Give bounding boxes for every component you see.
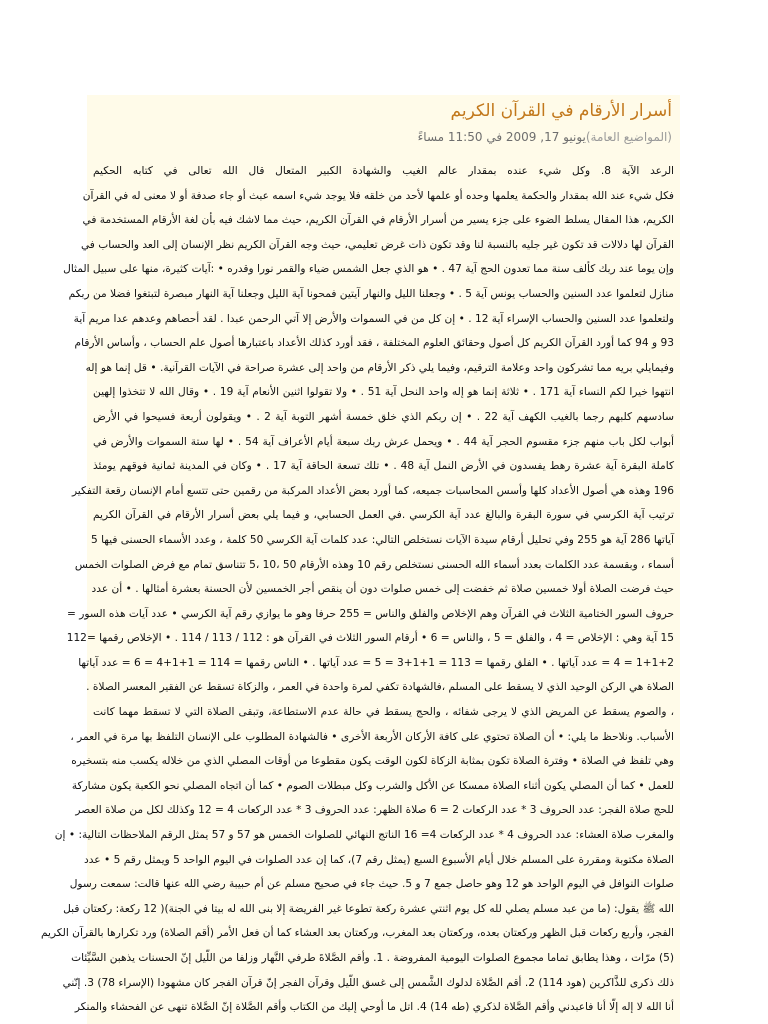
body-line: القرآن لها دلالات قد تكون غير جليه بالنسبة لنا وقد تكون ذات غرض تعليمي، حيث وجه القرآن الكريم نظر الإنسان إلى العد والحساب في	[80, 238, 674, 251]
body-line: ، والصوم يسقط عن المريض الذي لا يرجى شفائه ، والحج يسقط في حالة عدم الاستطاعة، وتبقى الصلاة التي لا تسقط مهما كانت	[93, 706, 674, 719]
article-meta	[95, 129, 672, 145]
body-line: الفجر، وأربع ركعات قبل الظهر وركعتان بعده، وركعتان بعد المغرب، وركعتان بعد العشاء كما أن فعل الأمر (أقم الصلاة) ورد تكرارها بالقرآن الكريم	[40, 927, 674, 940]
body-line: 1+1+2 = 4 = عدد آياتها . • الفلق رقمها = 113 = 1+1+3 = 5 = عدد آياتها . • الناس رقمها = 114 = 1+1+4 = 6 = عدد آياتها	[78, 656, 674, 669]
body-line: ذلك ذكرى للذَّاكرين (هود 114) 2. أقم الصَّلاة لدلوك الشَّمس إلى غسق اللّيل وقرآن الفجر إنّ قرآن الفجر كان مشهودا (الإسراء 78) 3. إنّني	[62, 976, 674, 989]
body-line: الله ﷺ يقول: (ما من عبد مسلم يصلي لله كل يوم اثنتي عشرة ركعة تطوعا غير الفريضة إلا بنى الله له بيتا في الجنة)( 12 ركعة: ركعتان قبل	[63, 902, 674, 915]
body-line: الرعد الآية 8. وكل شيء عنده بمقدار عالم الغيب والشهادة الكبير المتعال قال الله تعالى في كتابه الحكيم	[93, 165, 674, 177]
body-line: ولتعلموا عدد السنين والحساب الإسراء آية 12 . • إن كل من في السموات والأرض إلا آتي الرحمن عبدا . لقد أحصاهم وعدهم عدا مريم آية	[73, 312, 674, 325]
body-line: وإن يوما عند ربك كألف سنة مما تعدون الحج آية 47 . • هو الذي جعل الشمس ضياء والقمر نورا وقدره • :آيات كثيرة، منها على سبيل المثال	[63, 263, 674, 276]
body-line: أبواب لكل باب منهم جزء مقسوم الحجر آية 44 . • ويحمل عرش ربك سبعة أيام الأعراف آية 54 . • لها ستة السموات والأرض في	[93, 435, 674, 448]
body-line: ترتيب آية الكرسي في سورة البقرة والبالغ عدد آية الكرسي .في العمل الحسابي، و فيما يلي بعض أسرار الأرقام في القرآن الكريم	[93, 509, 674, 522]
body-line: انتهوا خيرا لكم النساء آية 171 . • ثلاثة إنما هو إله واحد النحل آية 51 . • ولا تقولوا اثنين الأنعام آية 19 . • وقال الله لا تتخذوا إلهين	[93, 386, 674, 399]
body-line: الصلاة مكتوبة ومقررة على المسلم خلال أيام الأسبوع السبع (يمثل رقم 7)، كما إن عدد الصلوات في اليوم الواحد 5 ويمثل رقم 5 • عدد	[84, 853, 674, 866]
body-line: (5) مرّات ، وهذا يطابق تماما مجموع الصلوات اليومية المفروضة . 1. وأقم الصَّلاةَ طرفي النَّهار وزلفا من اللّيل إنّ الحسنات يذهبن السَّيِّئات	[71, 952, 674, 964]
body-line: 15 آية وهي : الإخلاص = 4 ، والفلق = 5 ، والناس = 6 • أرقام السور الثلاث في القرآن هو : 112 / 113 / 114 . • الإخلاص رقمها =112	[66, 632, 674, 645]
body-line: حيث فرضت الصلاة أولا خمسين صلاة ثم خفضت إلى خمس صلوات دون أن ينقص أجر الخمسين لأن الحسنة بعشرة أمثالها . • أن عدد	[91, 583, 674, 596]
body-line: وهي تلفظ في الصلاة • وفترة الصلاة تكون بمثابة الزكاة لكون الوقت يكون مقطوعا من أوقات المصلي الذي من خلاله يكسب منه بتسخيره	[71, 755, 674, 768]
body-line: الأسباب. ونلاحظ ما يلي: • أن الصلاة تحتوي على كافة الأركان الأربعة الأخرى • فالشهادة المطلوب على الإنسان التلفظ بها مرة في العمر ،	[70, 730, 674, 743]
body-line: آياتها 286 آية هو 255 وفي تحليل أرقام سيدة الآيات نستخلص التالي: عدد كلمات آية الكرسي 50 كلمة ، وعدد الأسماء الحسنى فيها 5	[90, 533, 674, 546]
article-body	[40, 159, 680, 1020]
article-title: أسرار الأرقام في القرآن الكريم	[450, 101, 672, 121]
article-category[interactable]: (المواضيع العامة)	[585, 130, 672, 144]
body-line: كاملة البقرة آية عشرة رهط يفسدون في الأرض النمل آية 48 . • تلك تسعة الحاقة آية 17 . • وكان في المدينة ثمانية فوقهم يومئذ	[93, 460, 674, 473]
article-date: يونيو 17, 2009 في 11:50 مساءً	[417, 130, 586, 144]
body-line: وفيمايلي بريه مما تشركون واحد وعلامة الترقيم، وفيما يلي ذكر الأرقام من واحد إلى عشرة صراحة في الآيات القرآنية. • قل إنما هو إله	[85, 361, 674, 374]
body-line: 93 و 94 كما أورد القرآن الكريم كل أصول وحقائق العلوم المختلفة ، فقد أورد كذلك الأعداد باعتبارها أصول علم الحساب ، وأساس الأرقام	[74, 337, 674, 350]
body-line: والمغرب صلاة العشاء: عدد الحروف 4 * عدد الركعات 4= 16 الناتج النهائي للصلوات الخمس هو 57 و 57 يمثل الرقم الملاحظات التالية: • إن	[54, 829, 674, 842]
body-line: صلوات النوافل في اليوم الواحد هو 12 وهو حاصل جمع 7 و 5. حيث جاء في صحيح مسلم عن أم حبيبة رضي الله عنها قالت: سمعت رسول	[69, 878, 674, 891]
article-header	[87, 95, 680, 145]
body-line: منازل لتعلموا عدد السنين والحساب يونس آية 5 . • وجعلنا الليل والنهار آيتين فمحونا آية الليل وجعلنا آية النهار مبصرة لتبتغوا فضلا من ربكم	[68, 287, 674, 300]
body-line: 196 وهذه هي أصول الأعداد كلها وأسس المحاسبات جميعه، كما أورد بعض الأعداد المركبة من رقمين حتى تتسع أمام الإنسان رقعة التفكير	[71, 484, 674, 497]
body-line: أنا الله لا إله إلّا أنا فاعبدني وأقم الصَّلاة لذكري (طه 14) 4. اتل ما أوحي إليك من الكتاب وأقم الصَّلاة إنّ الصَّلاة تنهى عن الفحشاء والمنكر	[74, 1001, 674, 1014]
body-line: الكريم، هذا المقال يسلط الضوء على جزء يسير من أسرار الأرقام في القرآن الكريم، حيث مما لاشك فيه بأن لغة الأرقام المستخدمة في	[82, 214, 674, 227]
article-page	[40, 95, 680, 1024]
body-line: فكل شيء عند الله بمقدار والحكمة يعلمها وحده أو علمها لأحد من خلقه فلا يوجد شيء اسمه عبث أو جاء صدفة أو لا معنى له في القرآن	[82, 189, 674, 202]
body-line: أسماء ، وبقسمة عدد الكلمات بعدد أسماء الله الحسنى نستخلص رقم 10 وهذه الأرقام 50 ،10 ،5 تتناسق تمام مع فرض الصلوات الخمس	[74, 558, 674, 571]
body-line: حروف السور الختامية الثلاث في القرآن وهم الإخلاص والفلق والناس = 255 حرفا وهو ما يوازي رقم آية الكرسي • عدد آيات هذه السور =	[67, 607, 674, 620]
body-line: للعمل • كما أن المصلي يكون أثناء الصلاة ممسكا عن الأكل والشرب وكل مبطلات الصوم • كما أن اتجاه المصلي نحو الكعبة يكون مشاركة	[71, 779, 674, 792]
body-line: سادسهم كلبهم رجما بالغيب الكهف آية 22 . • إن ربكم الذي خلق خمسة أشهر التوبة آية 2 . • ويقولون أربعة فسيحوا في الأرض	[93, 410, 675, 423]
body-line: للحج صلاة الفجر: عدد الحروف 3 * عدد الركعات 2 = 6 صلاة الظهر: عدد الحروف 3 * عدد الركعات 4 = 12 وكذلك لكل من صلاة العصر	[75, 804, 674, 817]
body-line: الصلاة هي الركن الوحيد الذي لا يسقط على المسلم ،فالشهادة تكفي لمرة واحدة في العمر ، والزكاة تسقط عن الفقير المعسر الصلاة .	[86, 681, 674, 694]
